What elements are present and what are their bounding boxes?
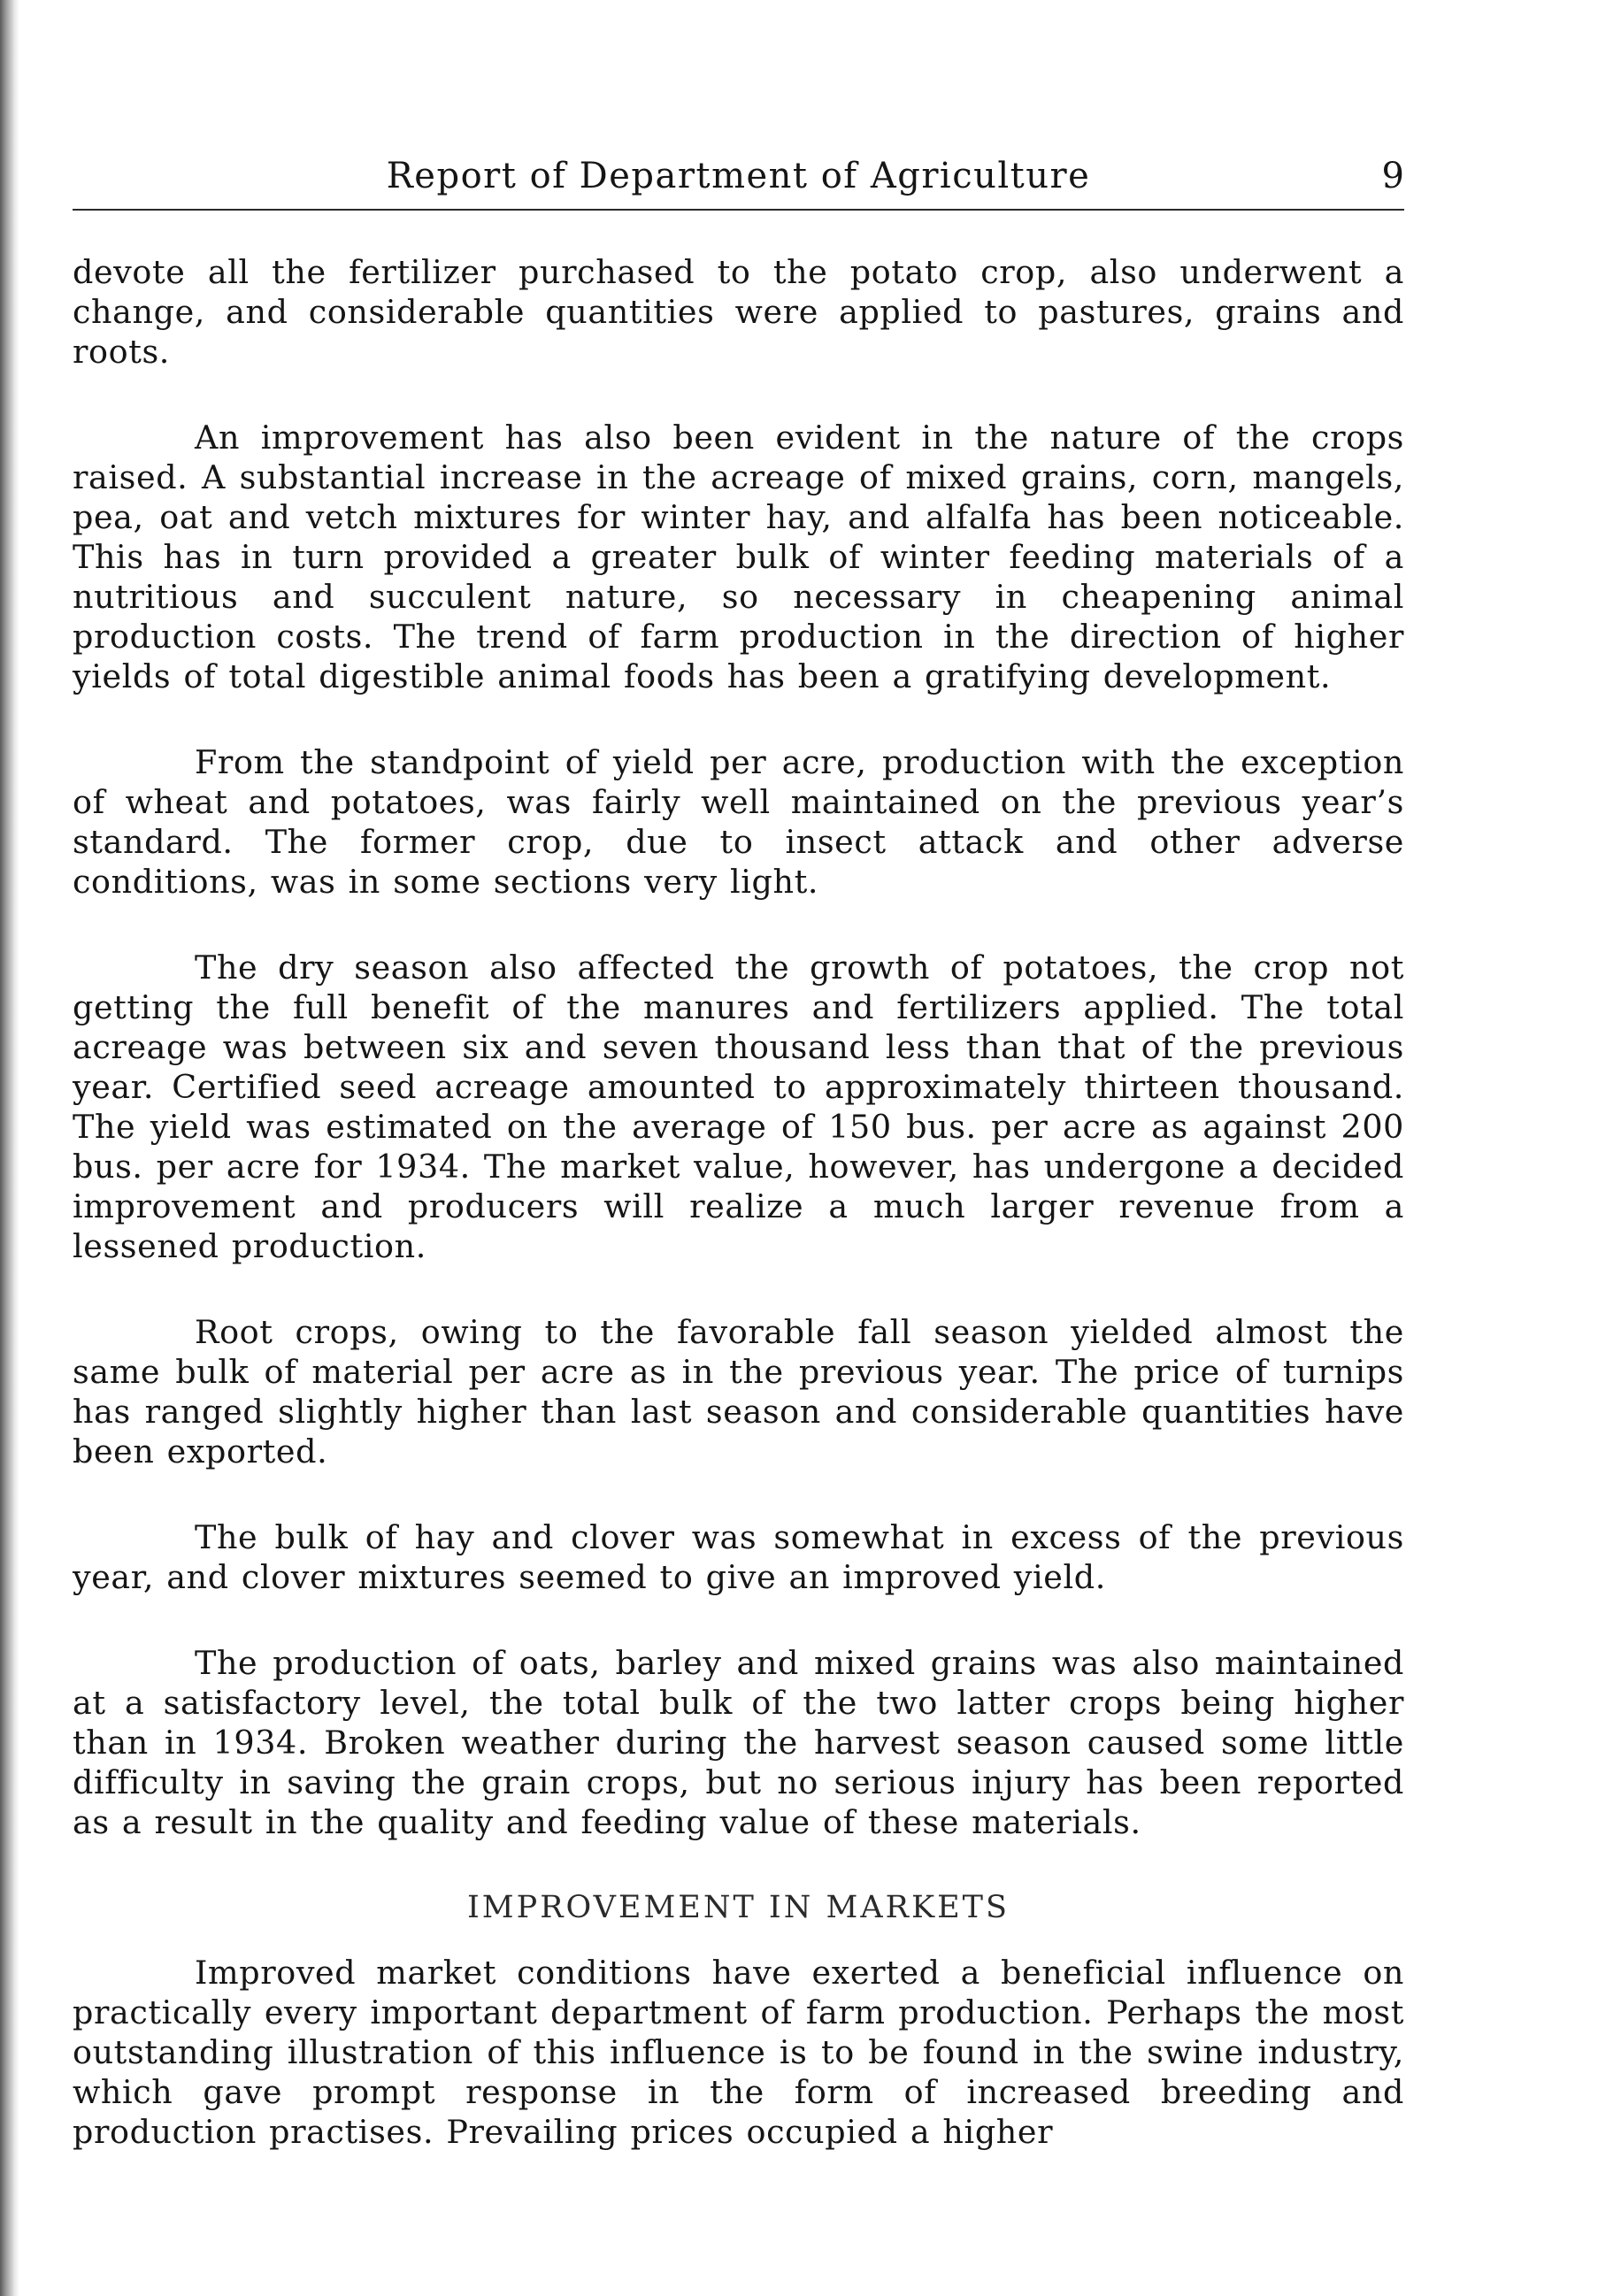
- paragraph-hay-clover: The bulk of hay and clover was somewhat in excess of the previous year, and clover mixtures seemed to give an improved yield.: [73, 1518, 1404, 1596]
- paragraph-markets: Improved market conditions have exerted a beneficial influence on practically every important department of farm production. Perhaps the most outstanding illustration of this influence is to be found in the swine industry, which gave prompt response in the form of increased breeding and production practises. Prevailing prices occupied a higher: [73, 1954, 1404, 2151]
- body-text: [73, 252, 1404, 2198]
- paragraph-root-crops: Root crops, owing to the favorable fall season yielded almost the same bulk of material per acre as in the previous year. The price of turnips has ranged slightly higher than last season and considerable quantities have been exported.: [73, 1313, 1404, 1471]
- paragraph-potatoes: The dry season also affected the growth of potatoes, the crop not getting the full benefit of the manures and fertilizers applied. The total acreage was between six and seven thousand less than that of the previous year. Certified seed acreage amounted to approximately thirteen thousand. The yield was estimated on the average of 150 bus. per acre as against 200 bus. per acre for 1934. The market value, however, has undergone a decided improvement and producers will realize a much larger revenue from a lessened production.: [73, 948, 1404, 1265]
- section-heading: IMPROVEMENT IN MARKETS: [466, 1890, 1010, 1925]
- paragraph-grains: The production of oats, barley and mixed grains was also maintained at a satisfactory level, the total bulk of the two latter crops being higher than in 1934. Broken weather during the harvest season caused some little difficulty in saving the grain crops, but no serious injury has been reported as a result in the quality and feeding value of these materials.: [73, 1644, 1404, 1841]
- paragraph-continuation: devote all the fertilizer purchased to the potato crop, also underwent a change, and considerable quantities were applied to pastures, grains and roots.: [73, 253, 1404, 371]
- running-header: [73, 149, 1404, 203]
- header-rule: [73, 209, 1404, 211]
- paragraph-yield-per-acre: From the standpoint of yield per acre, production with the exception of wheat and potatoes, was fairly well maintained on the previous year’s standard. The former crop, due to insect attack and other adverse conditions, was in some sections very light.: [73, 743, 1404, 901]
- page-number: 9: [1381, 156, 1404, 196]
- running-title: Report of Department of Agriculture: [386, 156, 1091, 196]
- paragraph-crops-raised: An improvement has also been evident in the nature of the crops raised. A substantial increase in the acreage of mixed grains, corn, mangels, pea, oat and vetch mixtures for winter hay, and alfalfa has been noticeable. This has in turn provided a greater bulk of winter feeding materials of a nutritious and succulent nature, so necessary in cheapening animal production costs. The trend of farm production in the direction of higher yields of total digestible animal foods has been a gratifying development.: [73, 419, 1404, 695]
- binding-shadow: [0, 0, 19, 2296]
